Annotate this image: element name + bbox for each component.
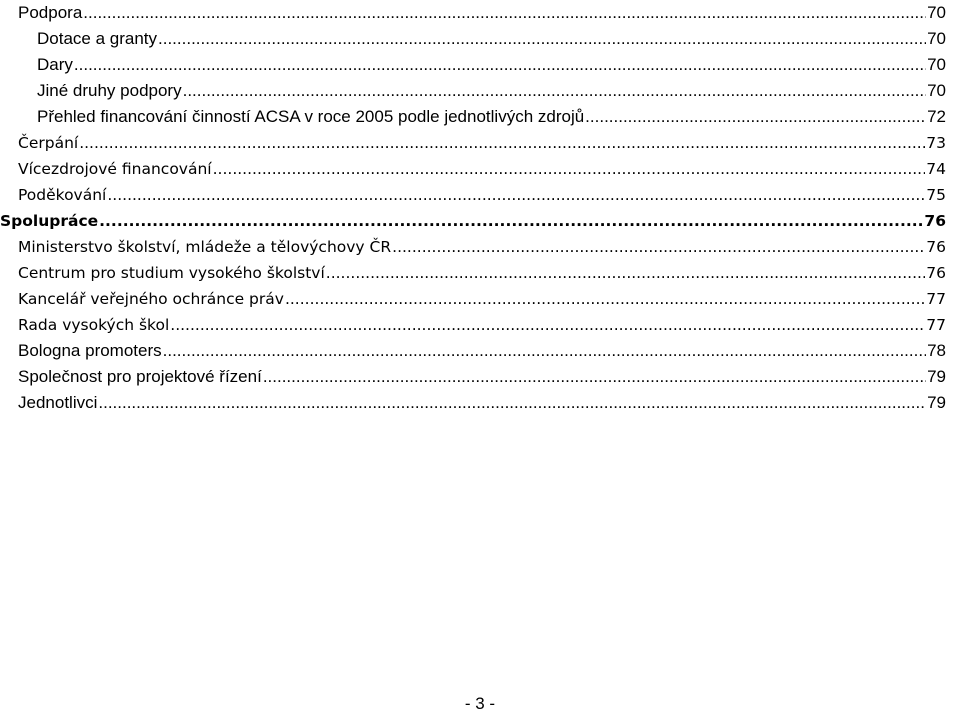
toc-entry-bologna-promoters[interactable] [0,338,960,364]
toc-entry-page: 70 [927,3,946,22]
toc-dot-leader [326,260,926,286]
toc-entry-title: Jiné druhy podpory [37,81,182,100]
toc-entry-title: Rada vysokých škol [18,316,170,334]
page-number: - 3 - [464,694,496,713]
toc-entry-title: Bologna promoters [18,341,162,360]
toc-entry-page: 72 [927,107,946,126]
toc-dot-leader [392,234,925,260]
toc-entry-podekovani[interactable] [0,182,960,208]
toc-entry-page: 78 [927,341,946,360]
toc-entry-msmt[interactable] [0,234,960,260]
toc-entry-vicezdrojove-financovani[interactable] [0,156,960,182]
toc-entry-title: Poděkování [18,186,107,204]
toc-entry-centrum-studium[interactable] [0,260,960,286]
toc-entry-title: Centrum pro studium vysokého školství [18,264,325,282]
toc-dot-leader [213,156,926,182]
toc-entry-rada-vysokych-skol[interactable] [0,312,960,338]
toc-entry-spolecnost-projektove-rizeni[interactable] [0,364,960,390]
toc-dot-leader [285,286,925,312]
toc-entry-page: 73 [926,134,946,152]
toc-dot-leader [99,208,923,234]
toc-entry-dotace-a-granty[interactable] [0,26,960,52]
toc-entry-title: Ministerstvo školství, mládeže a tělovýchovy ČR [18,238,392,256]
toc-entry-prehled-financovani[interactable] [0,104,960,130]
toc-entry-title: Dotace a granty [37,29,158,48]
toc-entry-page: 70 [927,29,946,48]
toc-entry-cerpani[interactable] [0,130,960,156]
toc-entry-title: Společnost pro projektové řízení [18,367,262,386]
toc-entry-page: 70 [927,81,946,100]
toc-dot-leader [585,104,926,130]
toc-entry-page: 75 [926,186,946,204]
toc-entry-podpora[interactable] [0,0,960,26]
toc-entry-page: 77 [926,290,946,308]
toc-entry-page: 76 [924,212,946,230]
toc-entry-page: 76 [926,238,946,256]
toc-entry-page: 79 [927,393,946,412]
toc-entry-title: Čerpání [18,134,79,152]
toc-entry-dary[interactable] [0,52,960,78]
toc-entry-spoluprace[interactable] [0,208,960,234]
toc-entry-kancelar-ochrance[interactable] [0,286,960,312]
toc-entry-jine-druhy-podpory[interactable] [0,78,960,104]
toc-entry-page: 70 [927,55,946,74]
toc-entry-title: Jednotlivci [18,393,98,412]
toc-entry-jednotlivci[interactable] [0,390,960,416]
toc-entry-title: Vícezdrojové financování [18,160,212,178]
toc-dot-leader [158,26,926,52]
toc-entry-title: Spolupráce [0,212,99,230]
toc-dot-leader [74,52,926,78]
toc-entry-page: 74 [926,160,946,178]
toc-dot-leader [163,338,926,364]
toc-dot-leader [107,182,925,208]
toc-dot-leader [170,312,925,338]
toc-entry-title: Kancelář veřejného ochránce práv [18,290,284,308]
toc-dot-leader [98,390,926,416]
toc-dot-leader [263,364,926,390]
toc-dot-leader [83,0,926,26]
toc-entry-page: 76 [926,264,946,282]
toc-entry-title: Přehled financování činností ACSA v roce 2005 podle jednotlivých zdrojů [37,107,585,126]
toc-entry-page: 77 [926,316,946,334]
toc-entry-title: Dary [37,55,73,74]
toc-entry-title: Podpora [18,3,83,22]
toc-dot-leader [79,130,925,156]
toc-dot-leader [183,78,926,104]
toc-entry-page: 79 [927,367,946,386]
